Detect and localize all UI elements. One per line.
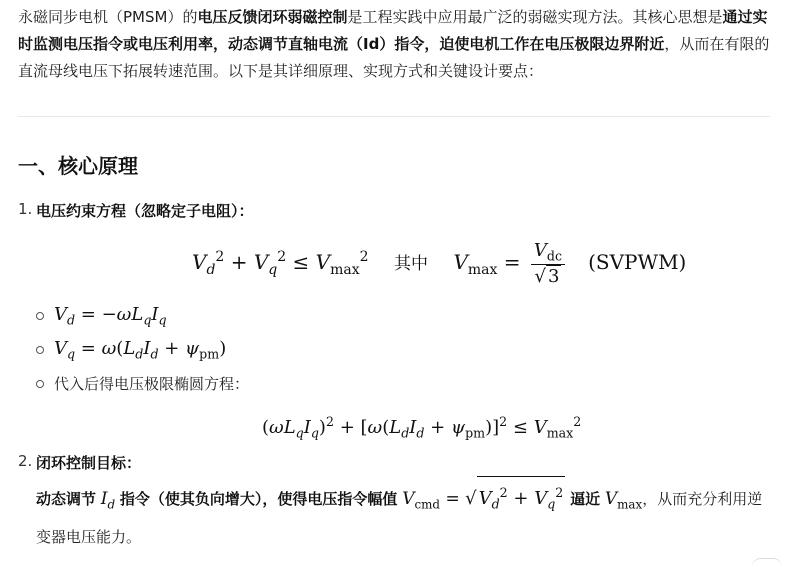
list-number-2: 2. xyxy=(18,452,33,470)
intro-bold-2: 通过实时监测电压指令或电压利用率，动态调节直轴电流（Id）指令，迫使电机工作在电压极限边界附近 xyxy=(18,8,768,53)
vq-equation: $V_q = \omega(L_dI_d + \psi_{pm})$ xyxy=(54,338,227,362)
item-title-voltage-constraint: 电压约束方程（忽略定子电阻）： xyxy=(36,202,254,220)
goal-text-1: 动态调节 xyxy=(36,490,97,508)
formula-middle-text: 其中 xyxy=(394,253,428,274)
intro-paragraph xyxy=(18,4,770,85)
vd-equation: $V_d = -\omega L_qI_q$ xyxy=(54,304,167,328)
bullet-marker xyxy=(36,346,44,354)
section-divider xyxy=(18,116,770,117)
goal-text-2: 指令（使其负向增大），使得电压指令幅值 xyxy=(119,490,398,508)
goal-text-3: 逼近 xyxy=(570,490,601,508)
section-heading: 一、核心原理 xyxy=(18,154,138,178)
intro-text-1: 永磁同步电机（PMSM）的 xyxy=(18,8,198,26)
formula-method-label: (SVPWM) xyxy=(588,249,687,274)
vdc-fraction: $\frac{V_{dc}}{√ 3}$ xyxy=(531,240,565,287)
voltage-constraint-formula: $V_d^2 + V_q^2 \le V_{max}^2$ 其中 $V_{max}$ = $\frac{V_{dc}}{√ 3}$ (SVPWM) xyxy=(192,240,687,287)
intro-text-2: 是工程实践中应用最广泛的弱磁实现方法。其核心思想是 xyxy=(347,8,723,26)
item-title-closed-loop-goal: 闭环控制目标： xyxy=(36,454,142,472)
bullet-marker xyxy=(36,312,44,320)
intro-bold-1: 电压反馈闭环弱磁控制 xyxy=(197,8,348,26)
substitute-text: 代入后得电压极限椭圆方程： xyxy=(54,375,250,393)
intro-text-3: ，从而在有限的直流母线电压下拓展转速范围。以下是其详细原理、实现方式和关键设计要点： xyxy=(18,35,770,80)
voltage-ellipse-formula: $(\omega L_qI_q)^2 + [\omega(L_dI_d + \psi_{pm})]^2 \le V_{max}^2$ xyxy=(262,414,582,441)
bullet-marker xyxy=(36,380,44,388)
goal-description: 动态调节 $I_d$ 指令（使其负向增大），使得电压指令幅值 $V_{cmd}$ = √ $V_d^2 + V_q^2$ 逼近 $V_{max}$，从而充分利用逆变器电压能力。 xyxy=(36,476,776,553)
list-number-1: 1. xyxy=(18,200,33,218)
goal-text-4: ，从而充分利用逆变器电压能力。 xyxy=(36,490,763,546)
scroll-corner-decoration xyxy=(752,558,782,567)
